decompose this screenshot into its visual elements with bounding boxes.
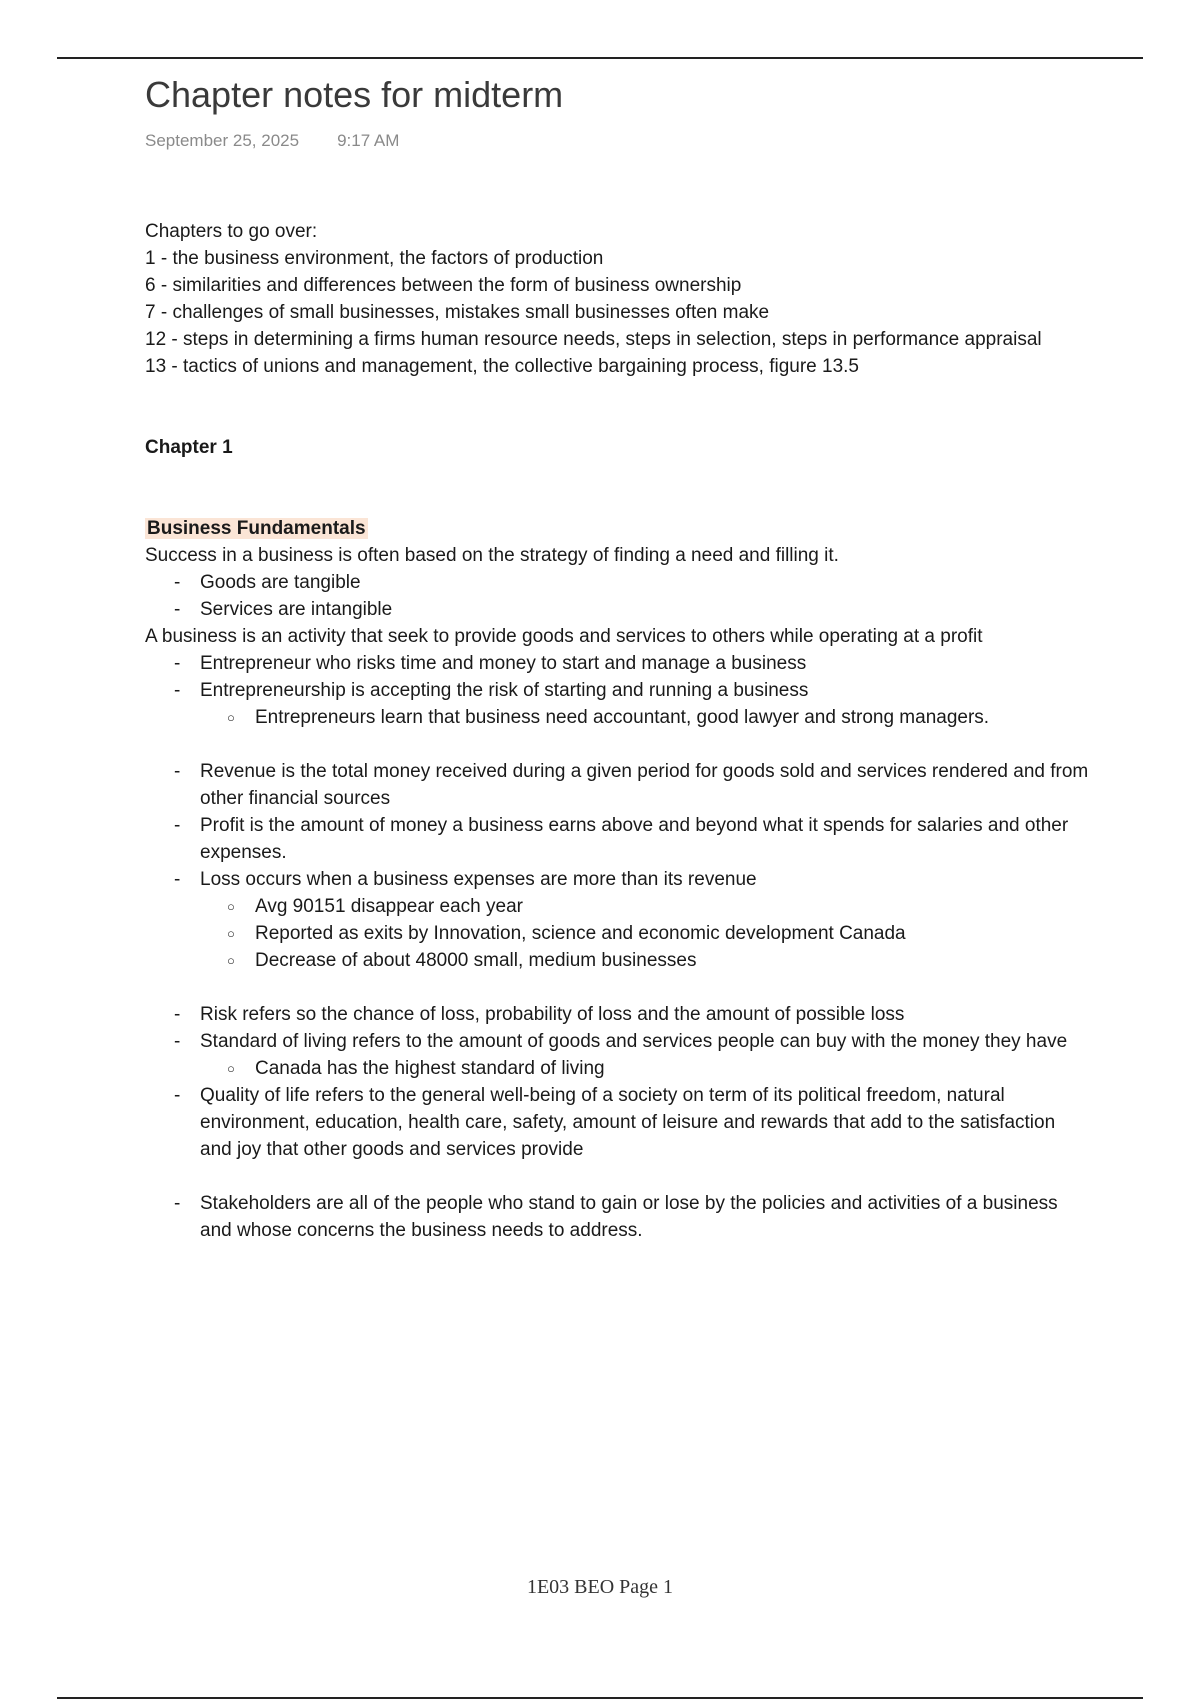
entrepreneur-sublist (145, 704, 1090, 731)
list-item: - Entrepreneur who risks time and money to start and manage a business (145, 650, 1090, 677)
sub-list-item: ○ Reported as exits by Innovation, science and economic development Canada (145, 920, 1090, 947)
chapters-heading: Chapters to go over: (145, 221, 318, 242)
list-item: - Services are intangible (145, 596, 1090, 623)
sub-list-item: ○ Decrease of about 48000 small, medium businesses (145, 947, 1090, 974)
note-date: September 25, 2025 (145, 131, 300, 150)
stakeholder-list (145, 1190, 1090, 1244)
note-time: 9:17 AM (337, 131, 400, 150)
chapter-line: 6 - similarities and differences between the form of business ownership (145, 275, 742, 296)
section-intro: Success in a business is often based on the strategy of finding a need and filling it. (145, 545, 839, 566)
list-item: - Risk refers so the chance of loss, probability of loss and the amount of possible loss (145, 1001, 1090, 1028)
sub-list-item: ○ Avg 90151 disappear each year (145, 893, 1090, 920)
top-rule (57, 57, 1143, 59)
goods-list (145, 569, 1090, 623)
loss-sublist (145, 893, 1090, 974)
chapter-line: 1 - the business environment, the factors of production (145, 248, 604, 269)
page-title: Chapter notes for midterm (145, 74, 564, 115)
sub-list-item: ○ Entrepreneurs learn that business need accountant, good lawyer and strong managers. (145, 704, 1090, 731)
page-footer: 1E03 BEO Page 1 (526, 1576, 674, 1598)
list-item: - Standard of living refers to the amount of goods and services people can buy with the money they have (145, 1028, 1090, 1055)
note-body (145, 218, 1090, 1244)
chapter-line: 13 - tactics of unions and management, the collective bargaining process, figure 13.5 (145, 356, 859, 377)
chapter-line: 7 - challenges of small businesses, mistakes small businesses often make (145, 302, 770, 323)
business-definition: A business is an activity that seek to provide goods and services to others while operating at a profit (145, 626, 983, 647)
list-item: - Quality of life refers to the general well-being of a society on term of its political freedom, natural environment, education, health care, safety, amount of leisure and rewards that add to the satisfaction and joy that other goods and services provide (145, 1082, 1090, 1163)
living-sublist (145, 1055, 1090, 1082)
list-item: - Loss occurs when a business expenses are more than its revenue (145, 866, 1090, 893)
list-item: - Profit is the amount of money a business earns above and beyond what it spends for salaries and other expenses. (145, 812, 1090, 866)
bottom-rule (57, 1697, 1143, 1699)
risk-list (145, 1001, 1090, 1055)
chapter-heading: Chapter 1 (145, 437, 233, 458)
entrepreneur-list (145, 650, 1090, 704)
list-item: - Goods are tangible (145, 569, 1090, 596)
section-heading: Business Fundamentals (147, 518, 366, 539)
chapter-line: 12 - steps in determining a firms human resource needs, steps in selection, steps in performance appraisal (145, 329, 1042, 350)
sub-list-item: ○ Canada has the highest standard of living (145, 1055, 1090, 1082)
note-meta (145, 131, 399, 151)
list-item: - Stakeholders are all of the people who stand to gain or lose by the policies and activities of a business and whose concerns the business needs to address. (145, 1190, 1090, 1244)
list-item: - Revenue is the total money received during a given period for goods sold and services rendered and from other financial sources (145, 758, 1090, 812)
list-item: - Entrepreneurship is accepting the risk of starting and running a business (145, 677, 1090, 704)
quality-list (145, 1082, 1090, 1163)
finance-list (145, 758, 1090, 893)
